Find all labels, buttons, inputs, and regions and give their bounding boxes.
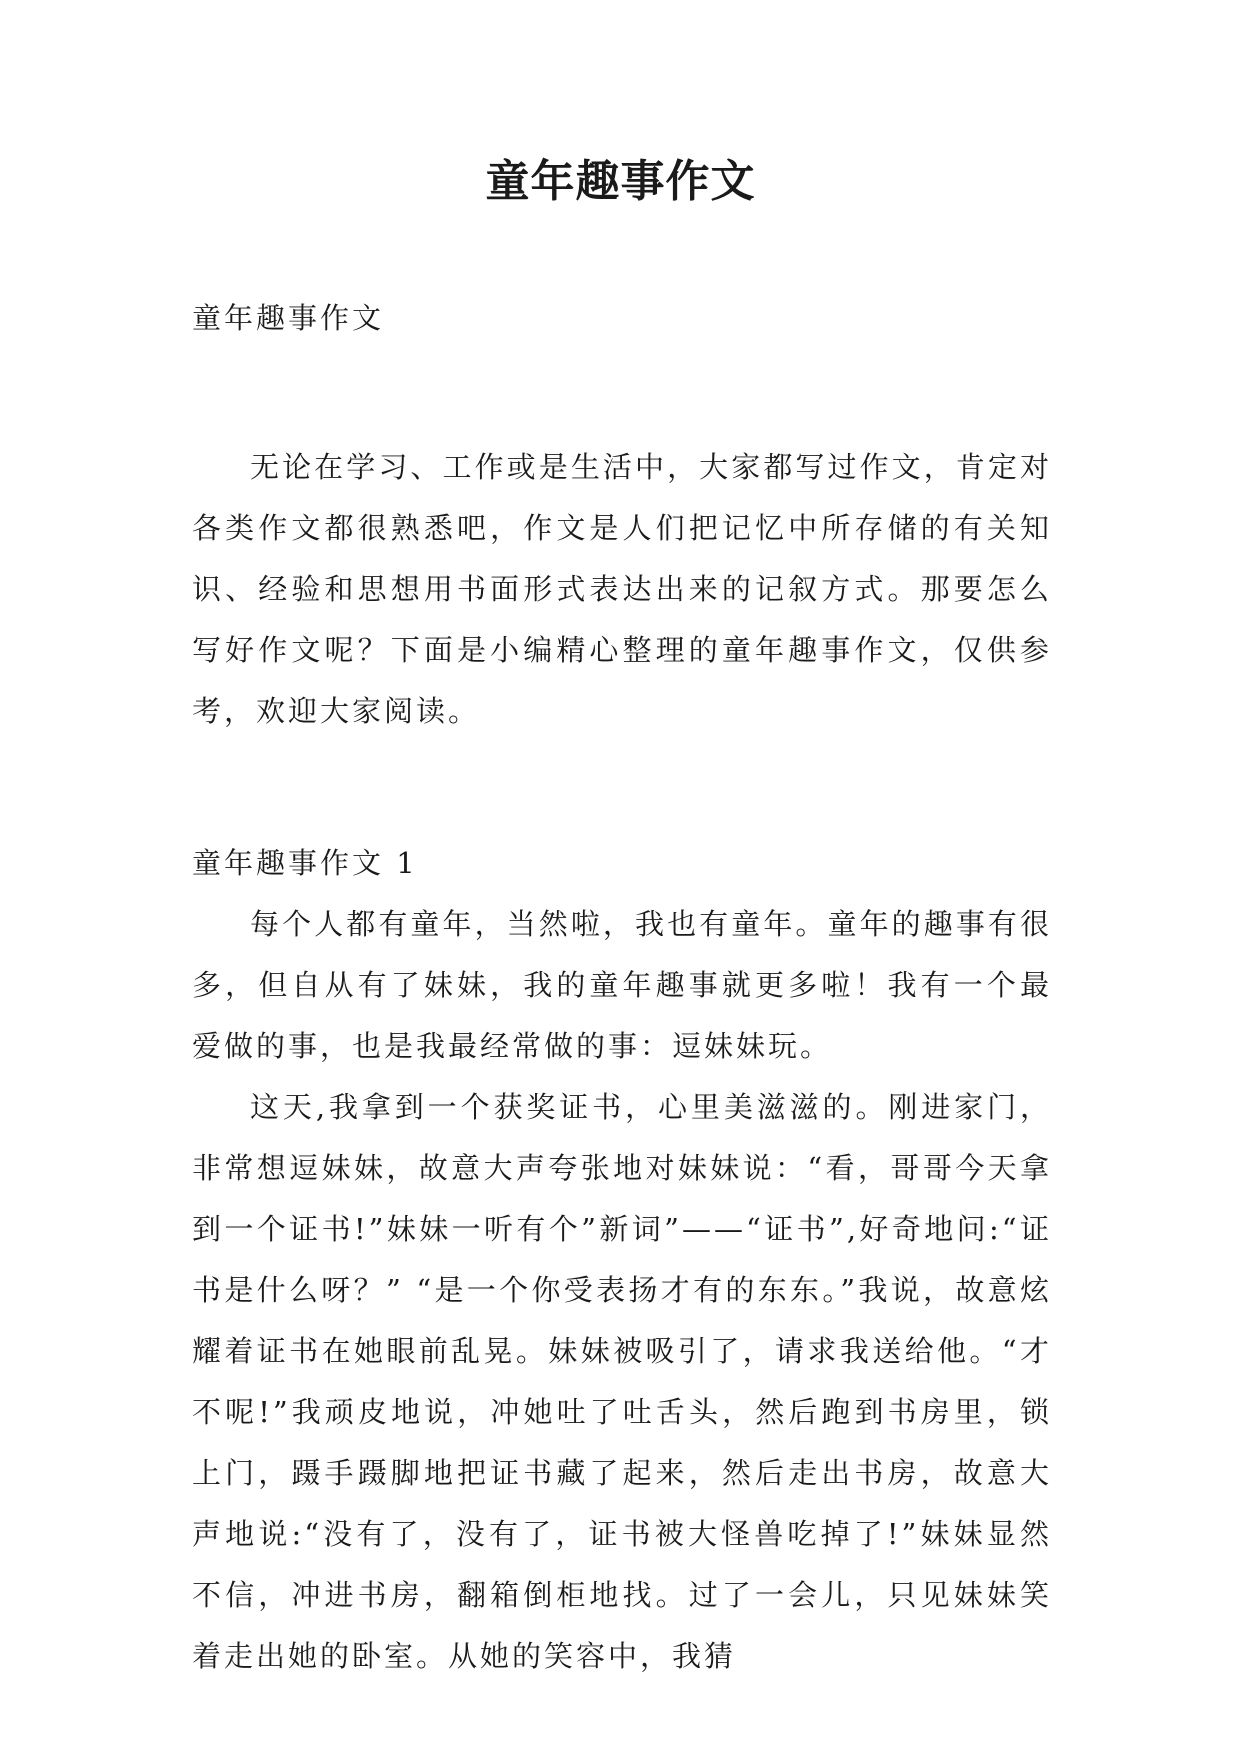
- body-paragraph-1: 每个人都有童年，当然啦，我也有童年。童年的趣事有很多，但自从有了妹妹，我的童年趣事就更多啦！我有一个最爱做的事，也是我最经常做的事：逗妹妹玩。: [192, 907, 1052, 1063]
- section-heading: 童年趣事作文 1: [192, 846, 418, 880]
- body-paragraph-2: 这天,我拿到一个获奖证书，心里美滋滋的。刚进家门，非常想逗妹妹，故意大声夸张地对妹妹说：“看，哥哥今天拿到一个证书!”妹妹一听有个”新词”——“证书”,好奇地问:“证书是什么呀？” “是一个你受表扬才有的东东。”我说，故意炫耀着证书在她眼前乱晃。妹妹被吸引了，请求我送给他。“才不呢!”我顽皮地说，冲她吐了吐舌头，然后跑到书房里，锁上门，蹑手蹑脚地把证书藏了起来，然后走出书房，故意大声地说:“没有了，没有了，证书被大怪兽吃掉了!”妹妹显然不信，冲进书房，翻箱倒柜地找。过了一会儿，只见妹妹笑着走出她的卧室。从她的笑容中，我猜: [192, 1090, 1052, 1673]
- document-title: 童年趣事作文: [485, 156, 756, 207]
- intro-paragraph: 无论在学习、工作或是生活中，大家都写过作文，肯定对各类作文都很熟悉吧，作文是人们把记忆中所存储的有关知识、经验和思想用书面形式表达出来的记叙方式。那要怎么写好作文呢？下面是小编精心整理的童年趣事作文，仅供参考，欢迎大家阅读。: [192, 450, 1052, 728]
- spacer: [192, 742, 1052, 833]
- spacer: [192, 349, 1052, 437]
- document-body: [192, 288, 1052, 1687]
- document-subtitle: 童年趣事作文: [192, 301, 385, 335]
